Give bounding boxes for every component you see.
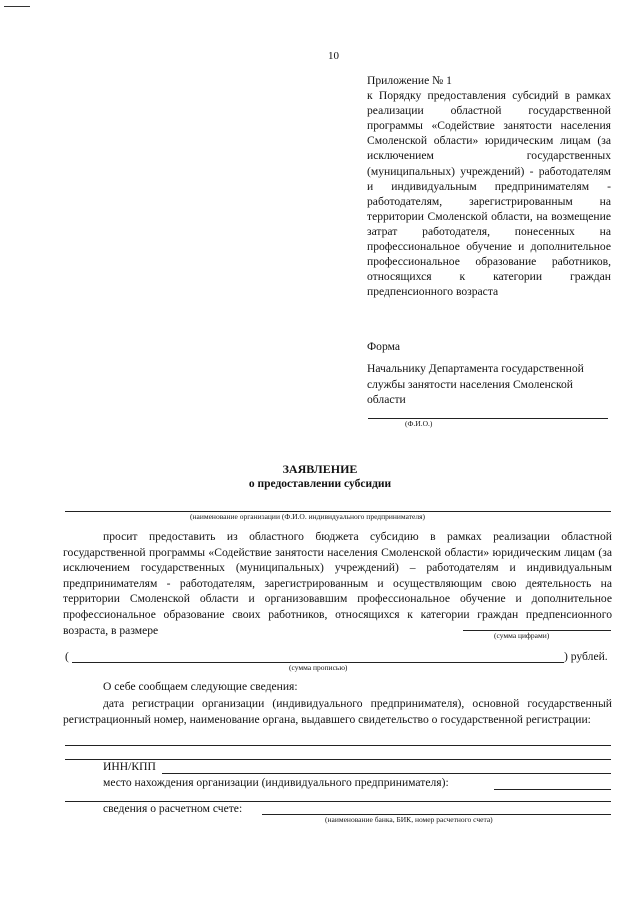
request-paragraph: просит предоставить из областного бюджета субсидию в рамках реализации областной государственной программы «Содействие занятости населения Смоленской области» юридическим лицам (за исключением государственных (муниципальных) учреждений) – работодателям и индивидуальным предпринимателям - работодателям, зарегистрированным и осуществляющим свою деятельность на территории Смоленской области и организовавшим профессиональное обучение и дополнительное профессиональное образование своих работников, относящихся к категории граждан предпенсионного возраста, в размере (63, 530, 612, 637)
addressee: Начальнику Департамента государственной службы занятости населения Смоленской области (367, 362, 584, 406)
fio-caption: (Ф.И.О.) (405, 419, 433, 428)
open-paren: ( (65, 650, 69, 663)
fill-line-1 (65, 745, 611, 746)
account-label: сведения о расчетном счете: (103, 802, 243, 815)
corner-mark (4, 6, 30, 7)
fio-line (368, 418, 608, 419)
inn-label: ИНН/КПП (103, 760, 156, 773)
registration-paragraph: дата регистрации организации (индивидуального предпринимателя), основной государственный регистрационный номер, наименование органа, выдавшего свидетельство о государственной регистрации: (63, 697, 612, 726)
page-number: 10 (328, 50, 339, 62)
document-title: ЗАЯВЛЕНИЕ (282, 462, 358, 476)
appendix-block (367, 73, 611, 299)
appendix-heading: Приложение № 1 (367, 74, 452, 87)
inn-line (162, 773, 611, 774)
sum-digits-caption: (сумма цифрами) (494, 631, 550, 640)
document-subtitle: о предоставлении субсидии (248, 478, 392, 490)
appendix-text: к Порядку предоставления субсидий в рамках реализации областной государственной программы «Содействие занятости населения Смоленской области» юридическим лицам (за исключением государственных (муниципальных) учреждений) - работодателям и индивидуальным предпринимателям - работодателям, зарегистрированным на территории Смоленской области, на возмещение затрат работодателя, понесенных на профессиональное обучение и дополнительное профессиональное образование работников, относящихся к категории граждан предпенсионного возраста (367, 89, 611, 299)
location-label: место нахождения организации (индивидуального предпринимателя): (103, 776, 449, 789)
location-line (494, 789, 611, 790)
bank-caption: (наименование банка, БИК, номер расчетного счета) (325, 815, 493, 824)
info-intro: О себе сообщаем следующие сведения: (103, 680, 298, 693)
rub-suffix: ) рублей. (564, 650, 608, 663)
form-label: Форма (367, 340, 400, 353)
org-caption: (наименование организации (Ф.И.О. индивидуального предпринимателя) (190, 512, 426, 521)
sum-words-caption: (сумма прописью) (289, 663, 348, 672)
